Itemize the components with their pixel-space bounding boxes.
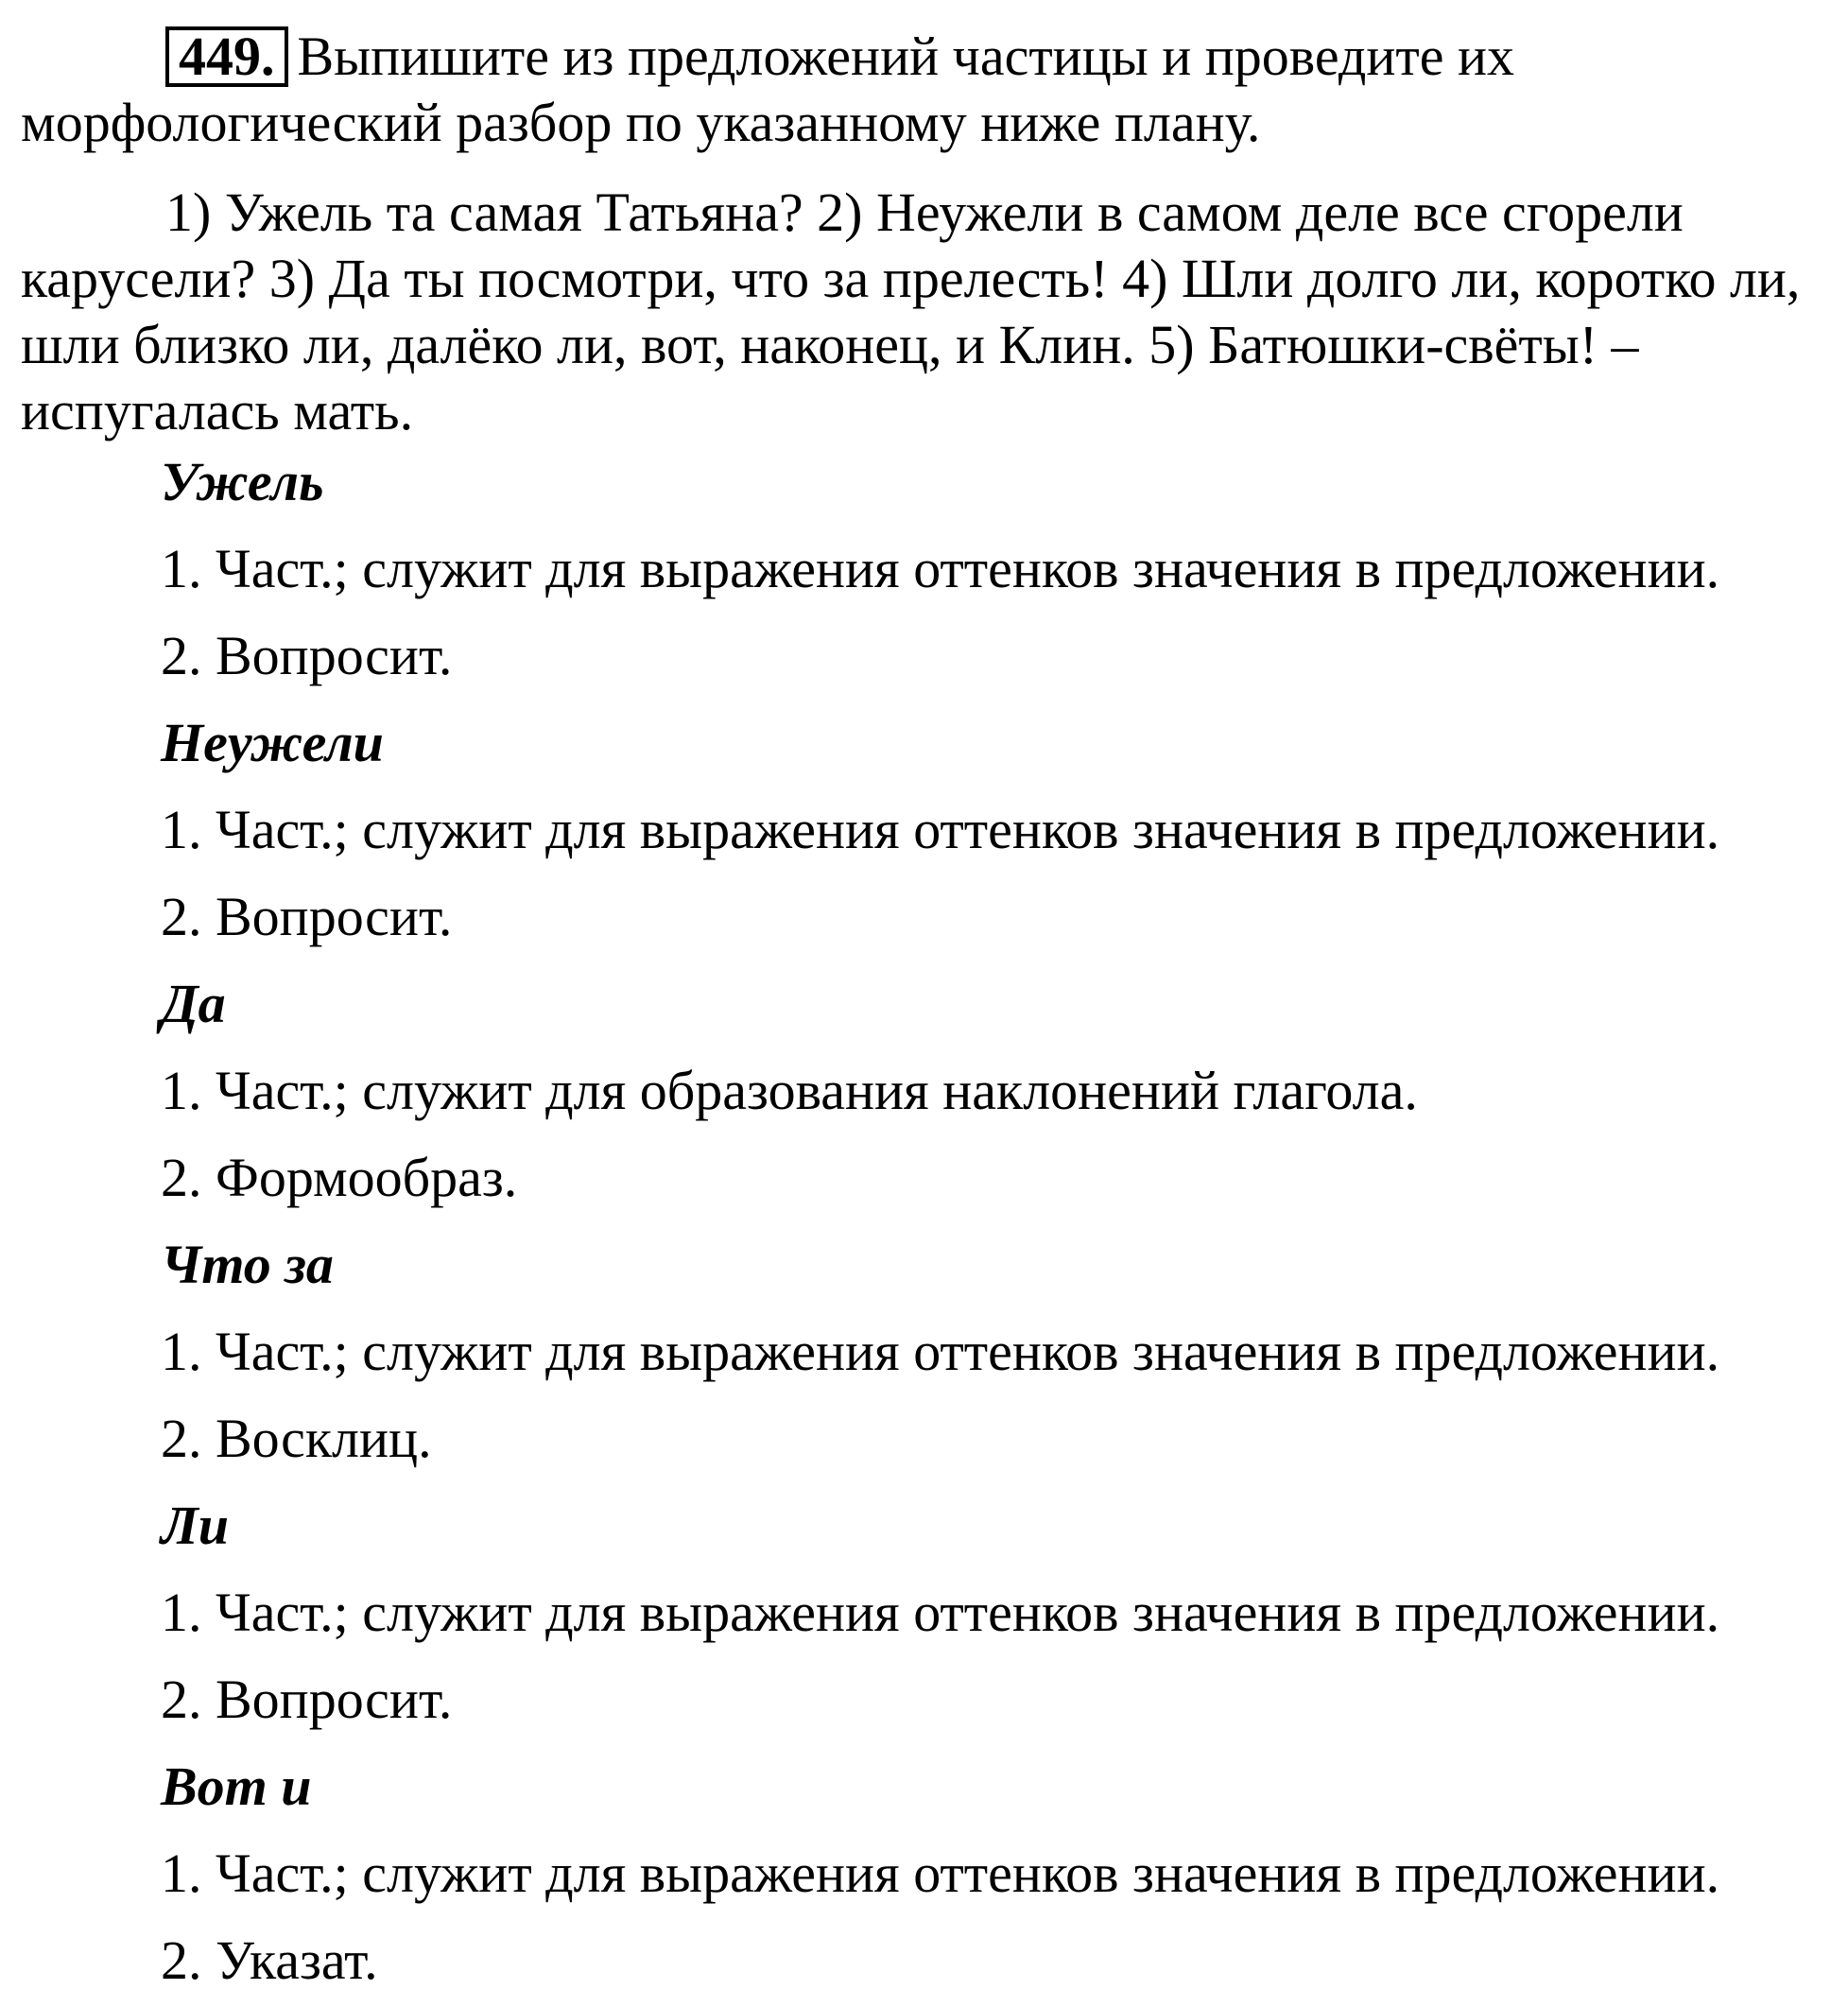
particle-heading: Ужель	[161, 451, 324, 512]
analysis-point-2: 2. Восклиц.	[161, 1408, 432, 1469]
particle-heading: Вот и	[161, 1756, 312, 1817]
particle-heading: Да	[161, 973, 226, 1034]
analysis-point-2: 2. Вопросит.	[161, 1669, 453, 1730]
task-intro-line-1	[165, 24, 1514, 90]
analysis-point-1: 1. Част.; служит для образования наклонений глагола.	[161, 1060, 1418, 1121]
analysis-point-2: 2. Формообраз.	[161, 1147, 518, 1208]
particle-heading: Ли	[161, 1495, 230, 1556]
task-number-badge: 449.	[165, 26, 288, 87]
sentences-line-2: карусели? 3) Да ты посмотри, что за прелесть! 4) Шли долго ли, коротко ли,	[21, 248, 1801, 309]
task-intro-text-1: Выпишите из предложений частицы и проведите их	[297, 26, 1514, 87]
analysis-point-1: 1. Част.; служит для выражения оттенков значения в предложении.	[161, 1321, 1720, 1382]
sentences-line-4: испугалась мать.	[21, 380, 414, 441]
particle-heading: Неужели	[161, 712, 384, 773]
sentences-line-3: шли близко ли, далёко ли, вот, наконец, и Клин. 5) Батюшки-свёты! –	[21, 314, 1639, 375]
task-intro-line-2: морфологический разбор по указанному ниже плану.	[21, 92, 1261, 153]
analysis-point-2: 2. Вопросит.	[161, 625, 453, 686]
analysis-point-1: 1. Част.; служит для выражения оттенков значения в предложении.	[161, 1582, 1720, 1643]
analysis-point-1: 1. Част.; служит для выражения оттенков значения в предложении.	[161, 538, 1720, 599]
analysis-point-2: 2. Вопросит.	[161, 886, 453, 947]
sentences-line-1: 1) Ужель та самая Татьяна? 2) Неужели в самом деле все сгорели	[165, 182, 1684, 243]
analysis-point-1: 1. Част.; служит для выражения оттенков значения в предложении.	[161, 1843, 1720, 1904]
analysis-point-2: 2. Указат.	[161, 1929, 378, 1991]
particle-heading: Что за	[161, 1234, 334, 1295]
analysis-point-1: 1. Част.; служит для выражения оттенков значения в предложении.	[161, 799, 1720, 860]
